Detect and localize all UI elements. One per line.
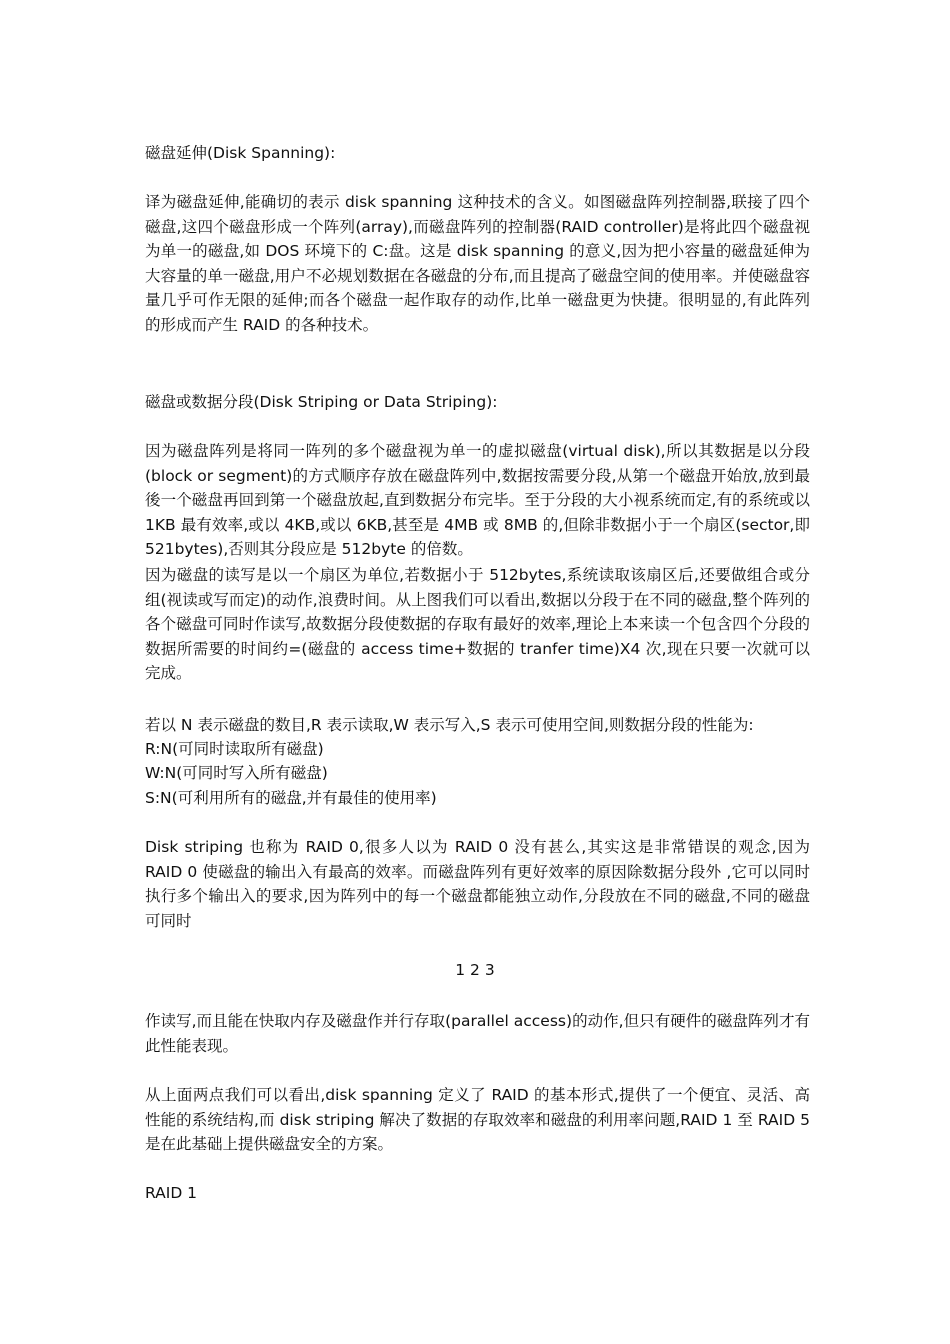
- raid1-heading: RAID 1: [145, 1184, 198, 1202]
- continuation-paragraph: 作读写,而且能在快取内存及磁盘作并行存取(parallel access)的动作,但只有硬件的磁盘阵列才有此性能表现。: [145, 1012, 810, 1055]
- performance-write: W:N(可同时写入所有磁盘): [145, 764, 328, 782]
- striping-paragraph-1: 因为磁盘阵列是将同一阵列的多个磁盘视为单一的虚拟磁盘(virtual disk),所以其数据是以分段(block or segment)的方式顺序存放在磁盘阵列中,数据按需要分段,从第一个磁盘开始放,放到最後一个磁盘再回到第一个磁盘放起,直到数据分布完毕。至于分段的大小视系统而定,有的系统或以 1KB 最有效率,或以 4KB,或以 6KB,甚至是 4MB 或 8MB 的,但除非数据小于一个扇区(sector,即 521bytes),否则其分段应是 512byte 的倍数。: [145, 442, 810, 558]
- performance-read: R:N(可同时读取所有磁盘): [145, 740, 324, 758]
- striping-heading: 磁盘或数据分段(Disk Striping or Data Striping):: [145, 393, 498, 411]
- performance-space: S:N(可利用所有的磁盘,并有最佳的使用率): [145, 789, 437, 807]
- performance-intro: 若以 N 表示磁盘的数目,R 表示读取,W 表示写入,S 表示可使用空间,则数据分段的性能为:: [145, 716, 754, 734]
- striping-paragraph-2: 因为磁盘的读写是以一个扇区为单位,若数据小于 512bytes,系统读取该扇区后,还要做组合或分组(视读或写而定)的动作,浪费时间。从上图我们可以看出,数据以分段于在不同的磁盘,整个阵列的各个磁盘可同时作读写,故数据分段使数据的存取有最好的效率,理论上本来读一个包含四个分段的数据所需要的时间约=(磁盘的 access time+数据的 tranfer time)X4 次,现在只要一次就可以完成。: [145, 566, 810, 682]
- raid0-paragraph: Disk striping 也称为 RAID 0,很多人以为 RAID 0 没有甚么,其实这是非常错误的观念,因为 RAID 0 使磁盘的输出入有最高的效率。而磁盘阵列有更好效率的原因除数据分段外 ,它可以同时执行多个输出入的要求,因为阵列中的每一个磁盘都能独立动作,分段放在不同的磁盘,不同的磁盘可同时: [145, 838, 810, 930]
- disk-spanning-heading: 磁盘延伸(Disk Spanning):: [145, 144, 336, 162]
- summary-paragraph: 从上面两点我们可以看出,disk spanning 定义了 RAID 的基本形式,提供了一个便宜、灵活、高性能的系统结构,而 disk striping 解决了数据的存取效率和磁盘的利用率问题,RAID 1 至 RAID 5 是在此基础上提供磁盘安全的方案。: [145, 1086, 810, 1153]
- disk-spanning-paragraph: 译为磁盘延伸,能确切的表示 disk spanning 这种技术的含义。如图磁盘阵列控制器,联接了四个磁盘,这四个磁盘形成一个阵列(array),而磁盘阵列的控制器(RAID controller)是将此四个磁盘视为单一的磁盘,如 DOS 环境下的 C:盘。这是 disk spanning 的意义,因为把小容量的磁盘延伸为大容量的单一磁盘,用户不必规划数据在各磁盘的分布,而且提高了磁盘空间的使用率。并使磁盘容量几乎可作无限的延伸;而各个磁盘一起作取存的动作,比单一磁盘更为快捷。很明显的,有此阵列的形成而产生 RAID 的各种技术。: [145, 193, 810, 334]
- page-numbers: 1 2 3: [455, 961, 495, 979]
